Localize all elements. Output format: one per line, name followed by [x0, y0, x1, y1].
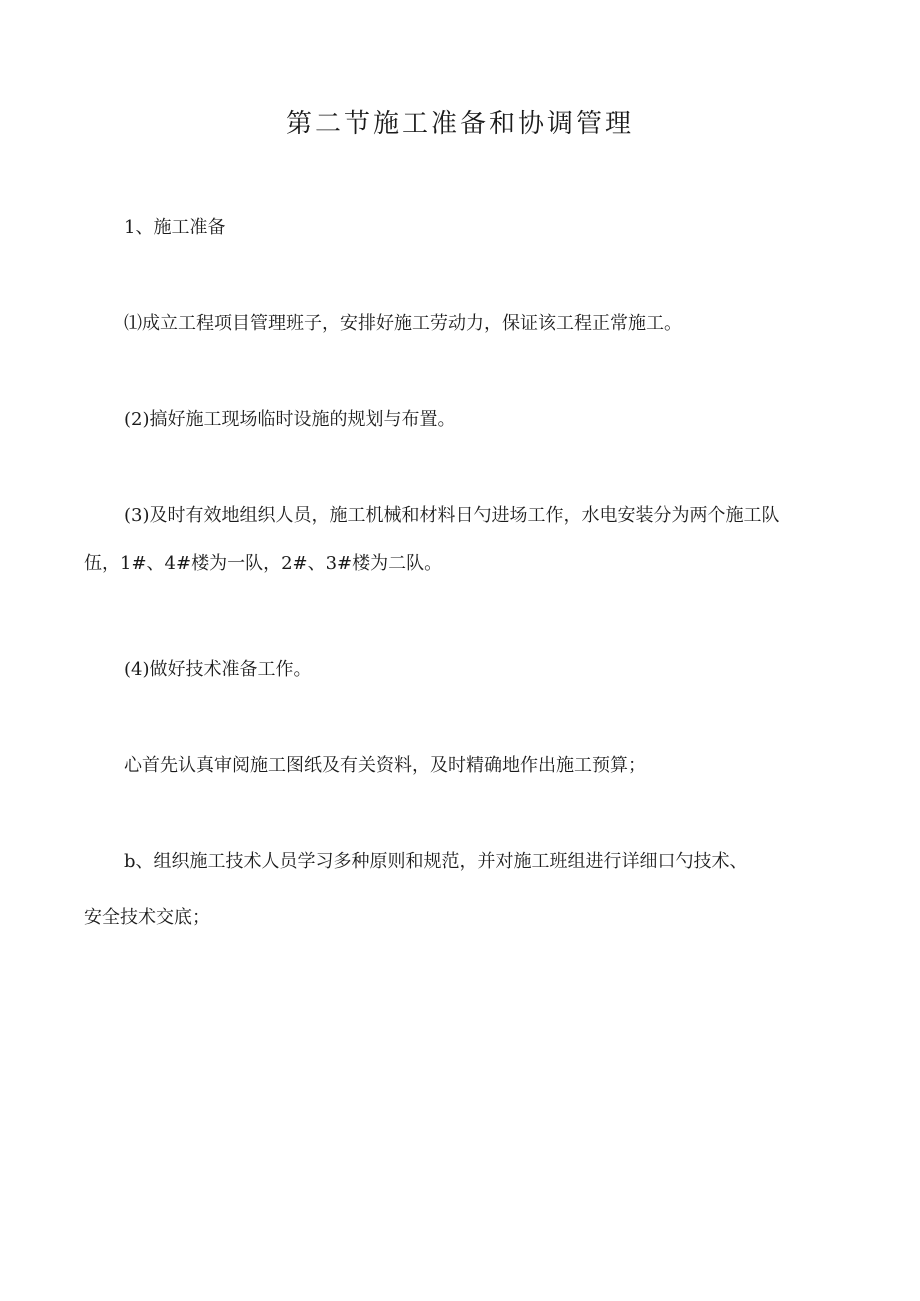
- sub-item-a: 心首先认真审阅施工图纸及有关资料，及时精确地作出施工预算；: [124, 755, 646, 776]
- paragraph-item-2: (2)搞好施工现场临时设施的规划与布置。: [124, 409, 456, 430]
- document-title: 第二节施工准备和协调管理: [285, 109, 634, 139]
- sub-item-b-line-2: 安全技术交底；: [84, 907, 210, 928]
- sub-item-b-line-1: b、组织施工技术人员学习多种原则和规范，并对施工班组进行详细口勺技术、: [124, 851, 748, 872]
- paragraph-item-4: (4)做好技术准备工作。: [124, 659, 312, 680]
- paragraph-item-1: ⑴成立工程项目管理班子，安排好施工劳动力，保证该工程正常施工。: [124, 313, 682, 334]
- paragraph-item-3-line-2: 伍，1#、4#楼为一队，2#、3#楼为二队。: [84, 553, 443, 574]
- section-heading: 1、施工准备: [124, 217, 226, 238]
- paragraph-item-3-line-1: (3)及时有效地组织人员，施工机械和材料日勺进场工作，水电安装分为两个施工队: [124, 505, 780, 526]
